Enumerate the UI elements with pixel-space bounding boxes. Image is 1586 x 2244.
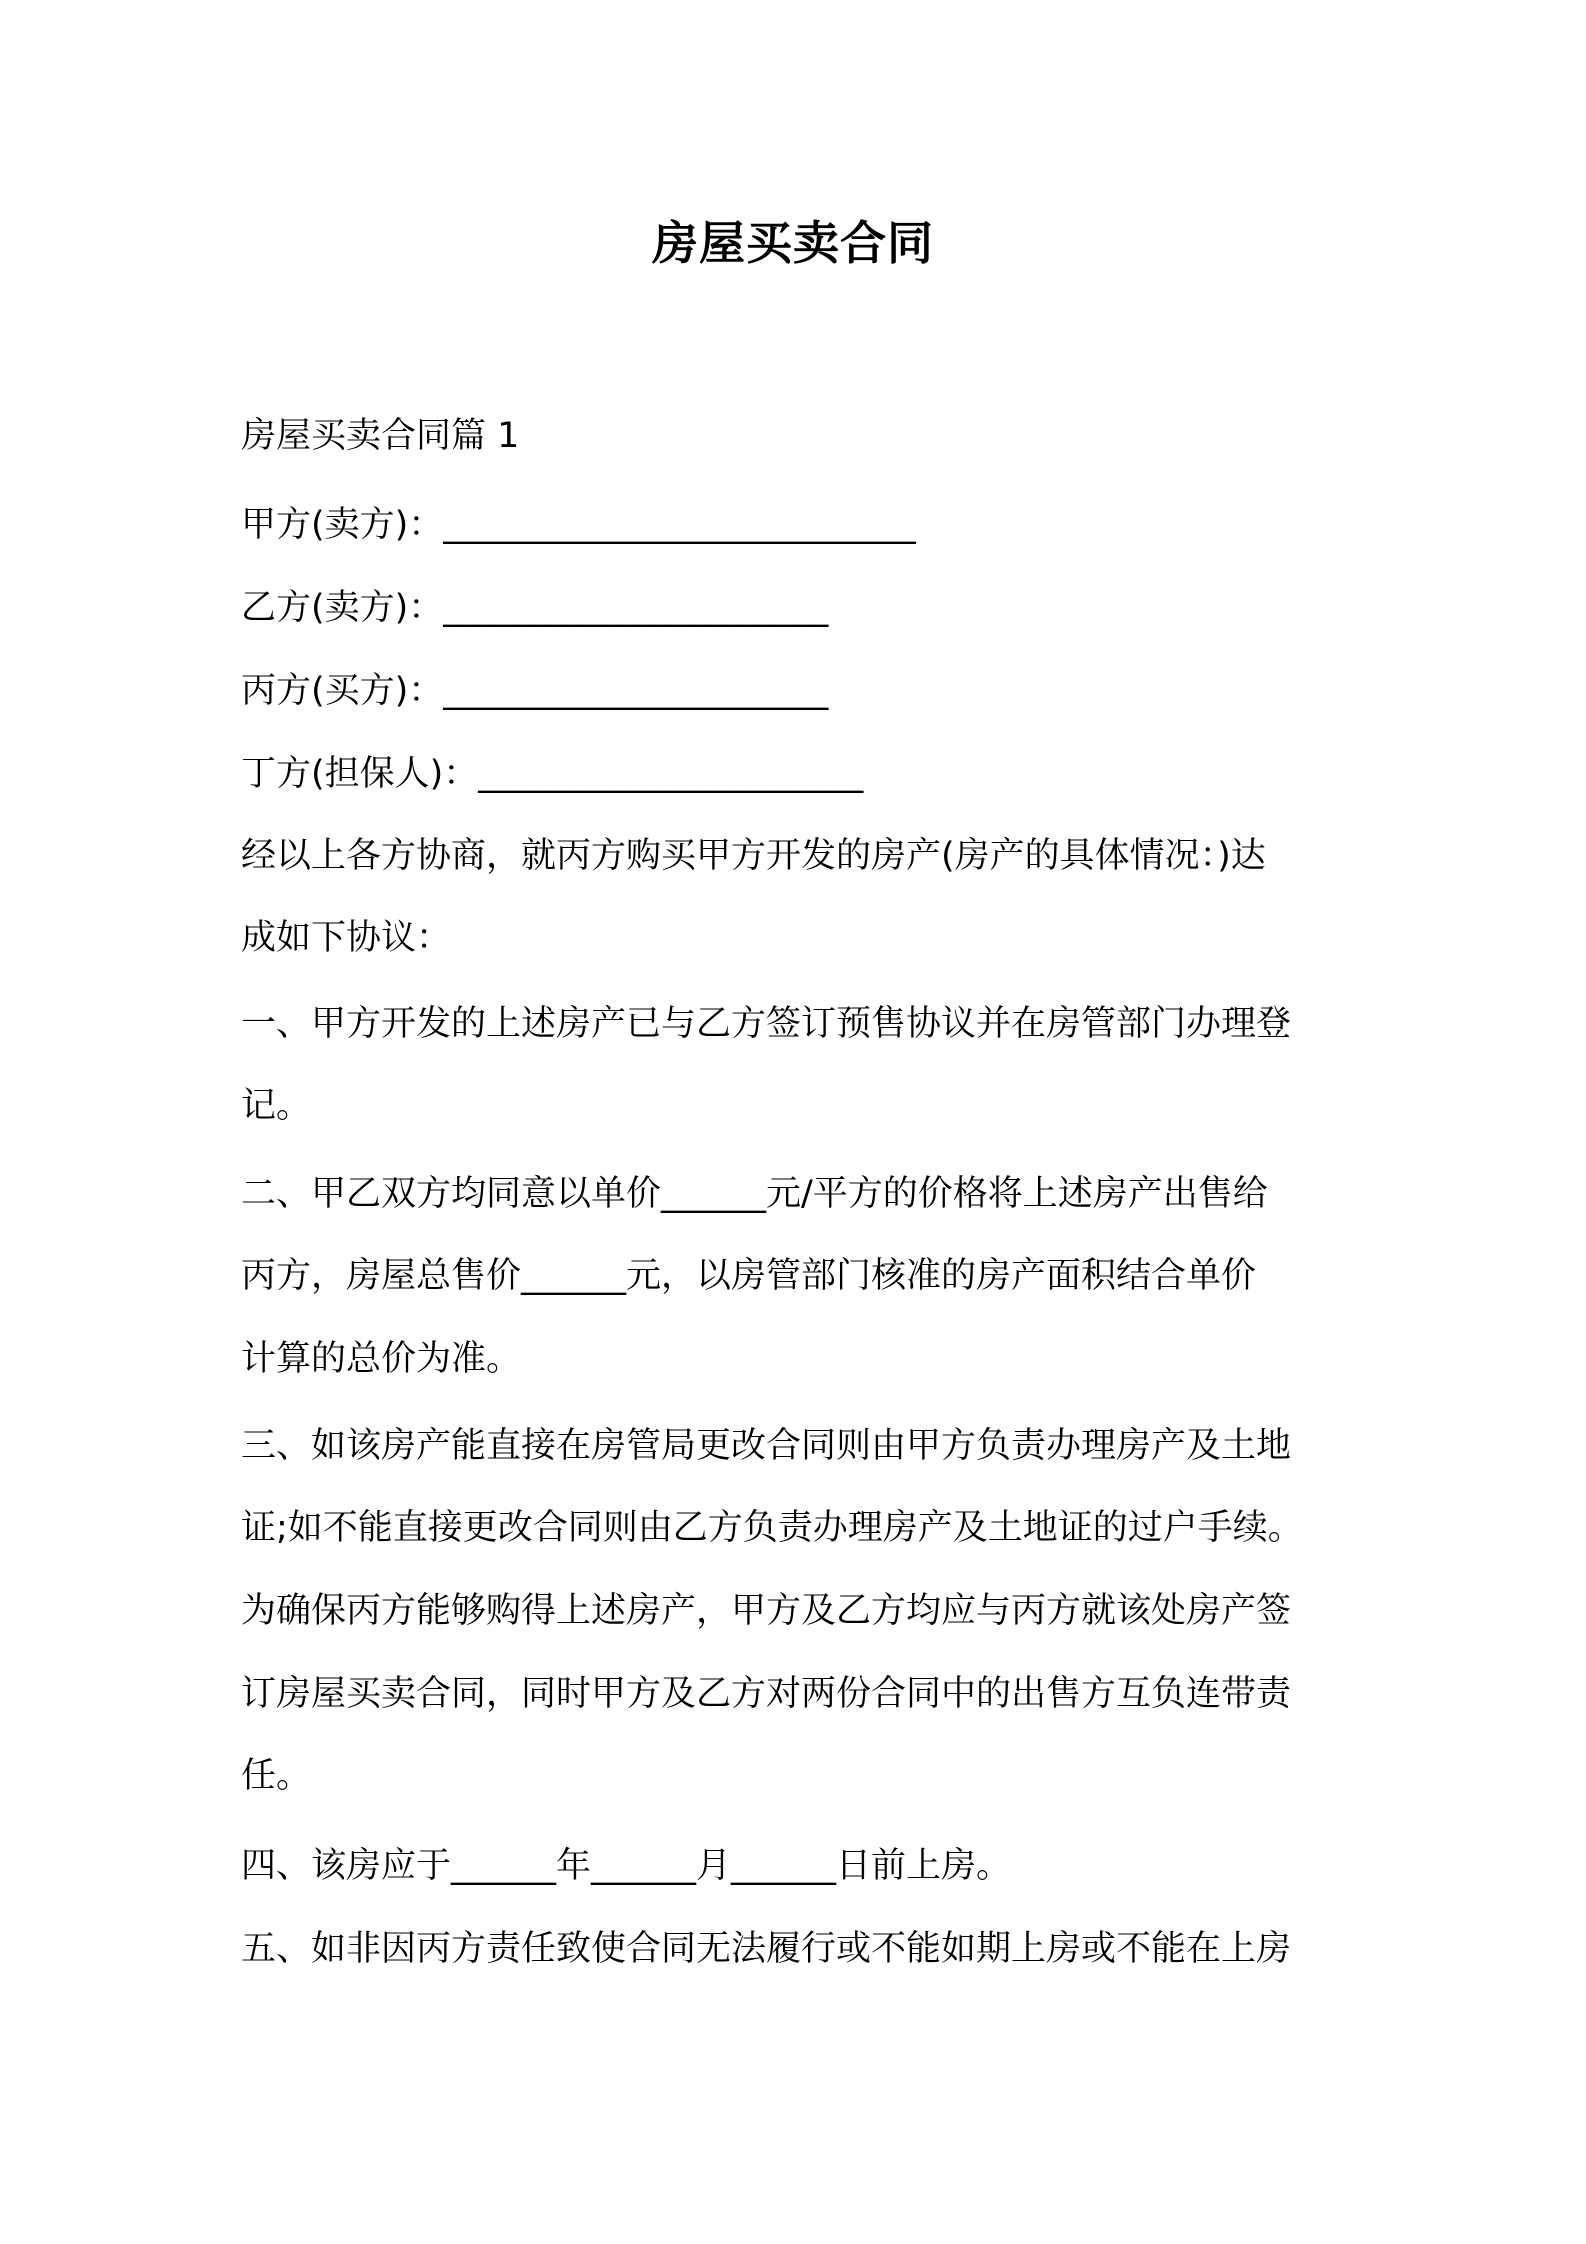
party-c-line: 丙方(买方)：______________________ bbox=[241, 671, 829, 711]
clause-5-line: 五、如非因丙方责任致使合同无法履行或不能如期上房或不能在上房 bbox=[241, 1929, 1292, 1969]
clause-2-line: 二、甲乙双方均同意以单价______元/平方的价格将上述房产出售给 bbox=[241, 1174, 1268, 1214]
clause-1-line: 一、甲方开发的上述房产已与乙方签订预售协议并在房管部门办理登 bbox=[241, 1004, 1292, 1044]
clause-3-line: 订房屋买卖合同，同时甲方及乙方对两份合同中的出售方互负连带责 bbox=[241, 1674, 1292, 1714]
party-a-line: 甲方(卖方)：___________________________ bbox=[241, 505, 916, 545]
intro-line: 成如下协议： bbox=[241, 918, 452, 958]
clause-3-line: 任。 bbox=[241, 1756, 312, 1796]
document-title: 房屋买卖合同 bbox=[652, 216, 934, 270]
clause-3-line: 证;如不能直接更改合同则由乙方负责办理房产及土地证的过户手续。 bbox=[241, 1508, 1303, 1548]
section-heading: 房屋买卖合同篇 1 bbox=[241, 416, 520, 456]
clause-1-line: 记。 bbox=[241, 1086, 312, 1126]
intro-line: 经以上各方协商，就丙方购买甲方开发的房产(房产的具体情况：)达 bbox=[241, 836, 1266, 876]
clause-2-line: 丙方，房屋总售价______元，以房管部门核准的房产面积结合单价 bbox=[241, 1256, 1257, 1296]
clause-3-line: 三、如该房产能直接在房管局更改合同则由甲方负责办理房产及土地 bbox=[241, 1426, 1292, 1466]
clause-2-line: 计算的总价为准。 bbox=[241, 1339, 522, 1379]
clause-3-line: 为确保丙方能够购得上述房产，甲方及乙方均应与丙方就该处房产签 bbox=[241, 1591, 1292, 1631]
party-b-line: 乙方(卖方)：______________________ bbox=[241, 588, 829, 628]
party-d-line: 丁方(担保人)：______________________ bbox=[241, 754, 864, 794]
clause-4-line: 四、该房应于______年______月______日前上房。 bbox=[241, 1846, 1012, 1886]
